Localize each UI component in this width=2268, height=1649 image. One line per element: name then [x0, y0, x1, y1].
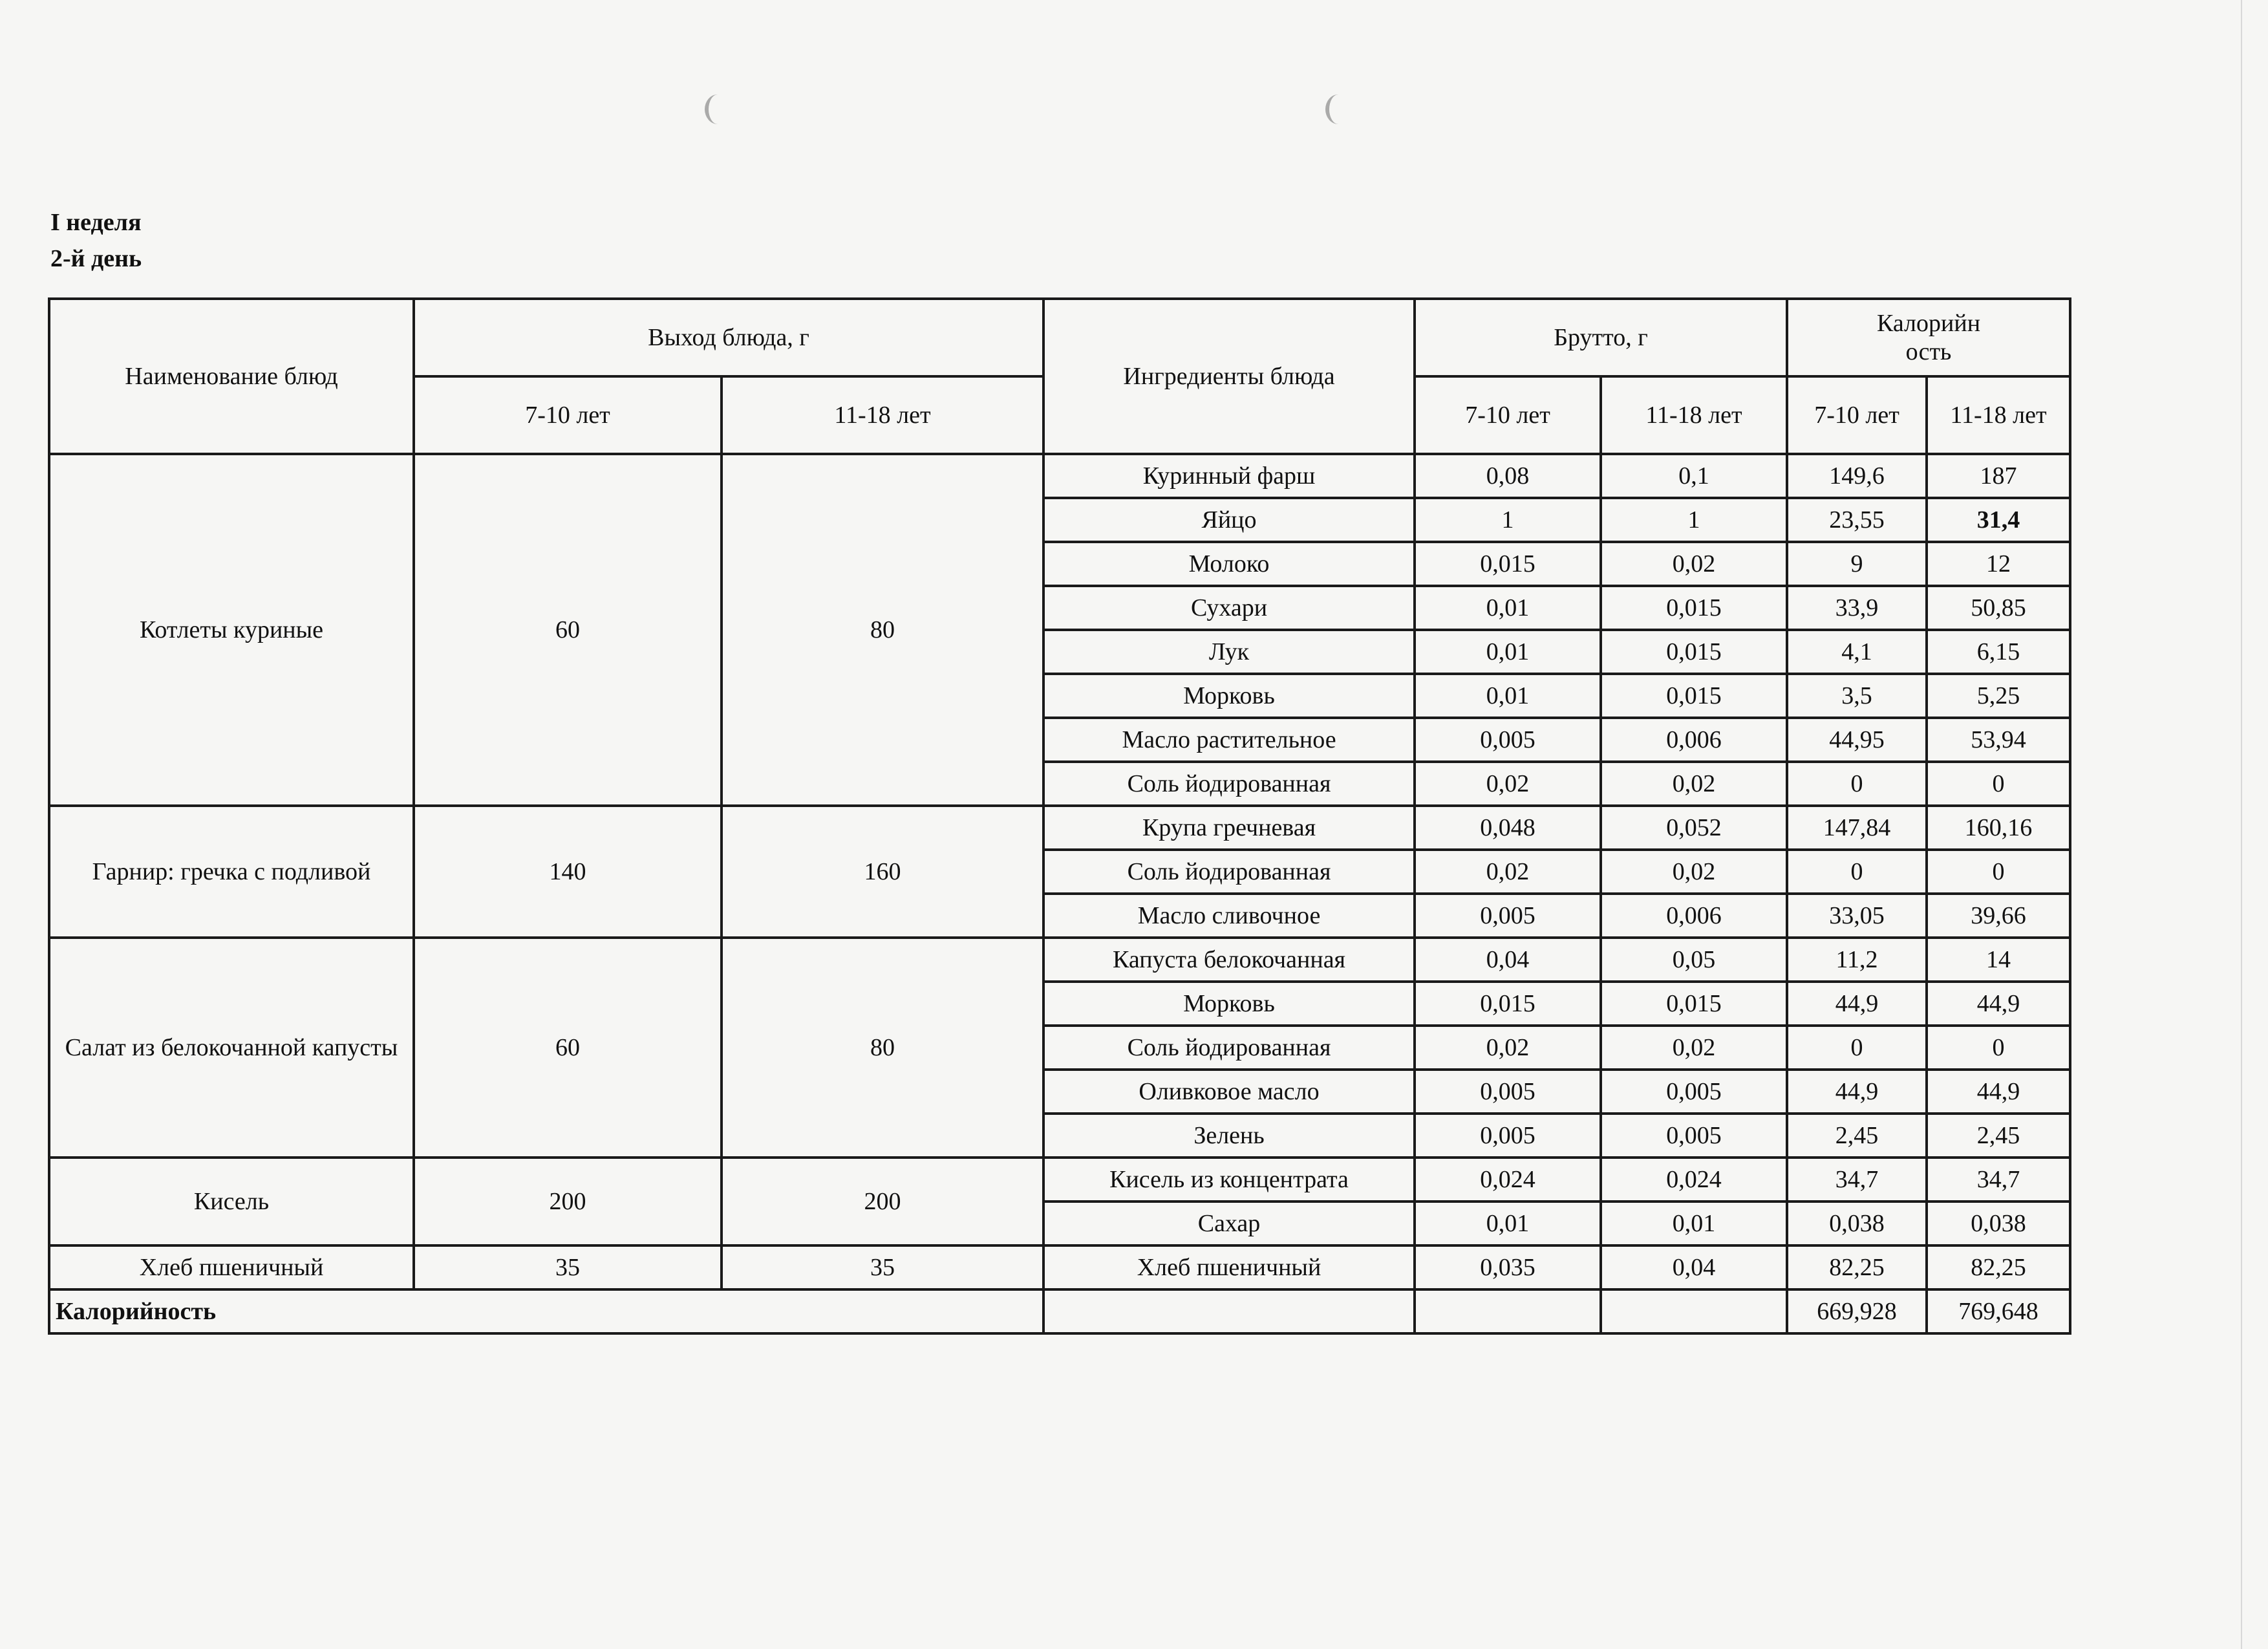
- dish-name: Гарнир: гречка с подливой: [49, 806, 414, 938]
- ingredient-name: Хлеб пшеничный: [1043, 1245, 1415, 1289]
- calories-11-18: 0,038: [1927, 1202, 2070, 1245]
- calories-7-10: 147,84: [1787, 806, 1927, 850]
- brutto-11-18: 0,006: [1601, 894, 1787, 938]
- dish-yield-11-18: 80: [722, 938, 1043, 1158]
- header-row-1: [49, 299, 2070, 376]
- ingredient-name: Капуста белокочанная: [1043, 938, 1415, 982]
- brutto-7-10: 0,01: [1415, 674, 1601, 718]
- brutto-11-18: 0,04: [1601, 1245, 1787, 1289]
- yield-age-7-10: 7-10 лет: [414, 376, 722, 454]
- dish-yield-7-10: 200: [414, 1158, 722, 1245]
- brutto-7-10: 0,005: [1415, 1070, 1601, 1114]
- table-row: [49, 1158, 2070, 1202]
- calories-7-10: 33,05: [1787, 894, 1927, 938]
- header-dish-name: Наименование блюд: [49, 299, 414, 454]
- ingredient-name: Масло растительное: [1043, 718, 1415, 762]
- ingredient-name: Кисель из концентрата: [1043, 1158, 1415, 1202]
- calories-7-10: 0,038: [1787, 1202, 1927, 1245]
- ingredient-name: Оливковое масло: [1043, 1070, 1415, 1114]
- brutto-age-7-10: 7-10 лет: [1415, 376, 1601, 454]
- brutto-7-10: 0,015: [1415, 542, 1601, 586]
- header-ingredients: Ингредиенты блюда: [1043, 299, 1415, 454]
- ingredient-name: Морковь: [1043, 982, 1415, 1026]
- brutto-7-10: 0,005: [1415, 718, 1601, 762]
- brutto-11-18: 1: [1601, 498, 1787, 542]
- dish-yield-11-18: 160: [722, 806, 1043, 938]
- ingredient-name: Морковь: [1043, 674, 1415, 718]
- week-label: I неделя: [50, 209, 142, 236]
- brutto-11-18: 0,015: [1601, 586, 1787, 630]
- calories-11-18: 82,25: [1927, 1245, 2070, 1289]
- dish-name: Салат из белокочанной капусты: [49, 938, 414, 1158]
- dish-yield-11-18: 200: [722, 1158, 1043, 1245]
- brutto-11-18: 0,02: [1601, 762, 1787, 806]
- calories-11-18: 0: [1927, 850, 2070, 894]
- scan-edge: [2241, 0, 2242, 1649]
- calories-7-10: 33,9: [1787, 586, 1927, 630]
- ingredient-name: Молоко: [1043, 542, 1415, 586]
- brutto-7-10: 0,08: [1415, 454, 1601, 498]
- brutto-7-10: 0,01: [1415, 586, 1601, 630]
- calories-7-10: 0: [1787, 1026, 1927, 1070]
- calories-7-10: 44,9: [1787, 982, 1927, 1026]
- dish-yield-11-18: 35: [722, 1245, 1043, 1289]
- ingredient-name: Масло сливочное: [1043, 894, 1415, 938]
- header-calories-line2: ость: [1905, 338, 1952, 365]
- total-calories-11-18: 769,648: [1927, 1289, 2070, 1333]
- ingredient-name: Соль йодированная: [1043, 762, 1415, 806]
- document-heading: [50, 204, 142, 277]
- table-row: [49, 1245, 2070, 1289]
- calories-11-18: 39,66: [1927, 894, 2070, 938]
- calories-7-10: 4,1: [1787, 630, 1927, 674]
- calories-age-11-18: 11-18 лет: [1927, 376, 2070, 454]
- brutto-11-18: 0,1: [1601, 454, 1787, 498]
- calories-7-10: 0: [1787, 762, 1927, 806]
- brutto-7-10: 0,01: [1415, 1202, 1601, 1245]
- calories-7-10: 11,2: [1787, 938, 1927, 982]
- dish-yield-7-10: 140: [414, 806, 722, 938]
- calories-11-18: 2,45: [1927, 1114, 2070, 1158]
- brutto-11-18: 0,02: [1601, 542, 1787, 586]
- calories-7-10: 3,5: [1787, 674, 1927, 718]
- calories-11-18: 160,16: [1927, 806, 2070, 850]
- brutto-11-18: 0,005: [1601, 1114, 1787, 1158]
- header-brutto: Брутто, г: [1415, 299, 1787, 376]
- dish-yield-11-18: 80: [722, 454, 1043, 806]
- table-row: [49, 938, 2070, 982]
- brutto-age-11-18: 11-18 лет: [1601, 376, 1787, 454]
- brutto-11-18: 0,052: [1601, 806, 1787, 850]
- brutto-11-18: 0,015: [1601, 630, 1787, 674]
- brutto-7-10: 0,04: [1415, 938, 1601, 982]
- brutto-7-10: 0,02: [1415, 1026, 1601, 1070]
- dish-name: Хлеб пшеничный: [49, 1245, 414, 1289]
- brutto-7-10: 0,02: [1415, 850, 1601, 894]
- brutto-11-18: 0,006: [1601, 718, 1787, 762]
- ingredient-name: Яйцо: [1043, 498, 1415, 542]
- brutto-7-10: 0,035: [1415, 1245, 1601, 1289]
- calories-7-10: 82,25: [1787, 1245, 1927, 1289]
- header-yield: Выход блюда, г: [414, 299, 1043, 376]
- day-label: 2-й день: [50, 245, 142, 272]
- dish-yield-7-10: 35: [414, 1245, 722, 1289]
- header-calories-line1: Калорийн: [1877, 310, 1981, 337]
- yield-age-11-18: 11-18 лет: [722, 376, 1043, 454]
- calories-11-18: 187: [1927, 454, 2070, 498]
- brutto-7-10: 1: [1415, 498, 1601, 542]
- brutto-11-18: 0,015: [1601, 674, 1787, 718]
- brutto-11-18: 0,024: [1601, 1158, 1787, 1202]
- ingredient-name: Куринный фарш: [1043, 454, 1415, 498]
- calories-11-18: 5,25: [1927, 674, 2070, 718]
- total-row: [49, 1289, 2070, 1333]
- calories-7-10: 0: [1787, 850, 1927, 894]
- brutto-7-10: 0,048: [1415, 806, 1601, 850]
- calories-7-10: 44,95: [1787, 718, 1927, 762]
- calories-7-10: 2,45: [1787, 1114, 1927, 1158]
- ingredient-name: Зелень: [1043, 1114, 1415, 1158]
- brutto-11-18: 0,05: [1601, 938, 1787, 982]
- brutto-7-10: 0,024: [1415, 1158, 1601, 1202]
- punch-hole-mark-left: [705, 94, 731, 124]
- calories-7-10: 44,9: [1787, 1070, 1927, 1114]
- calories-11-18: 31,4: [1927, 498, 2070, 542]
- ingredient-name: Соль йодированная: [1043, 850, 1415, 894]
- total-empty-brutto-11-18: [1601, 1289, 1787, 1333]
- table-row: [49, 806, 2070, 850]
- calories-11-18: 14: [1927, 938, 2070, 982]
- ingredient-name: Сухари: [1043, 586, 1415, 630]
- dish-name: Кисель: [49, 1158, 414, 1245]
- total-label: Калорийность: [49, 1289, 1043, 1333]
- calories-11-18: 12: [1927, 542, 2070, 586]
- calories-7-10: 23,55: [1787, 498, 1927, 542]
- brutto-7-10: 0,005: [1415, 894, 1601, 938]
- brutto-7-10: 0,005: [1415, 1114, 1601, 1158]
- brutto-11-18: 0,015: [1601, 982, 1787, 1026]
- calories-11-18: 6,15: [1927, 630, 2070, 674]
- calories-7-10: 34,7: [1787, 1158, 1927, 1202]
- calories-age-7-10: 7-10 лет: [1787, 376, 1927, 454]
- calories-11-18: 44,9: [1927, 1070, 2070, 1114]
- dish-yield-7-10: 60: [414, 938, 722, 1158]
- punch-hole-mark-right: [1325, 94, 1351, 124]
- table-row: [49, 454, 2070, 498]
- calories-11-18: 0: [1927, 762, 2070, 806]
- brutto-7-10: 0,015: [1415, 982, 1601, 1026]
- total-empty-ingredients: [1043, 1289, 1415, 1333]
- brutto-11-18: 0,02: [1601, 850, 1787, 894]
- brutto-11-18: 0,01: [1601, 1202, 1787, 1245]
- ingredient-name: Сахар: [1043, 1202, 1415, 1245]
- brutto-11-18: 0,005: [1601, 1070, 1787, 1114]
- brutto-11-18: 0,02: [1601, 1026, 1787, 1070]
- dish-yield-7-10: 60: [414, 454, 722, 806]
- header-calories: [1787, 299, 2070, 376]
- calories-11-18: 0: [1927, 1026, 2070, 1070]
- ingredient-name: Крупа гречневая: [1043, 806, 1415, 850]
- ingredient-name: Лук: [1043, 630, 1415, 674]
- menu-table: [48, 297, 2071, 1335]
- calories-7-10: 9: [1787, 542, 1927, 586]
- ingredient-name: Соль йодированная: [1043, 1026, 1415, 1070]
- brutto-7-10: 0,02: [1415, 762, 1601, 806]
- total-empty-brutto-7-10: [1415, 1289, 1601, 1333]
- calories-11-18: 44,9: [1927, 982, 2070, 1026]
- calories-7-10: 149,6: [1787, 454, 1927, 498]
- dish-name: Котлеты куриные: [49, 454, 414, 806]
- calories-11-18: 53,94: [1927, 718, 2070, 762]
- calories-11-18: 50,85: [1927, 586, 2070, 630]
- total-calories-7-10: 669,928: [1787, 1289, 1927, 1333]
- calories-11-18: 34,7: [1927, 1158, 2070, 1202]
- brutto-7-10: 0,01: [1415, 630, 1601, 674]
